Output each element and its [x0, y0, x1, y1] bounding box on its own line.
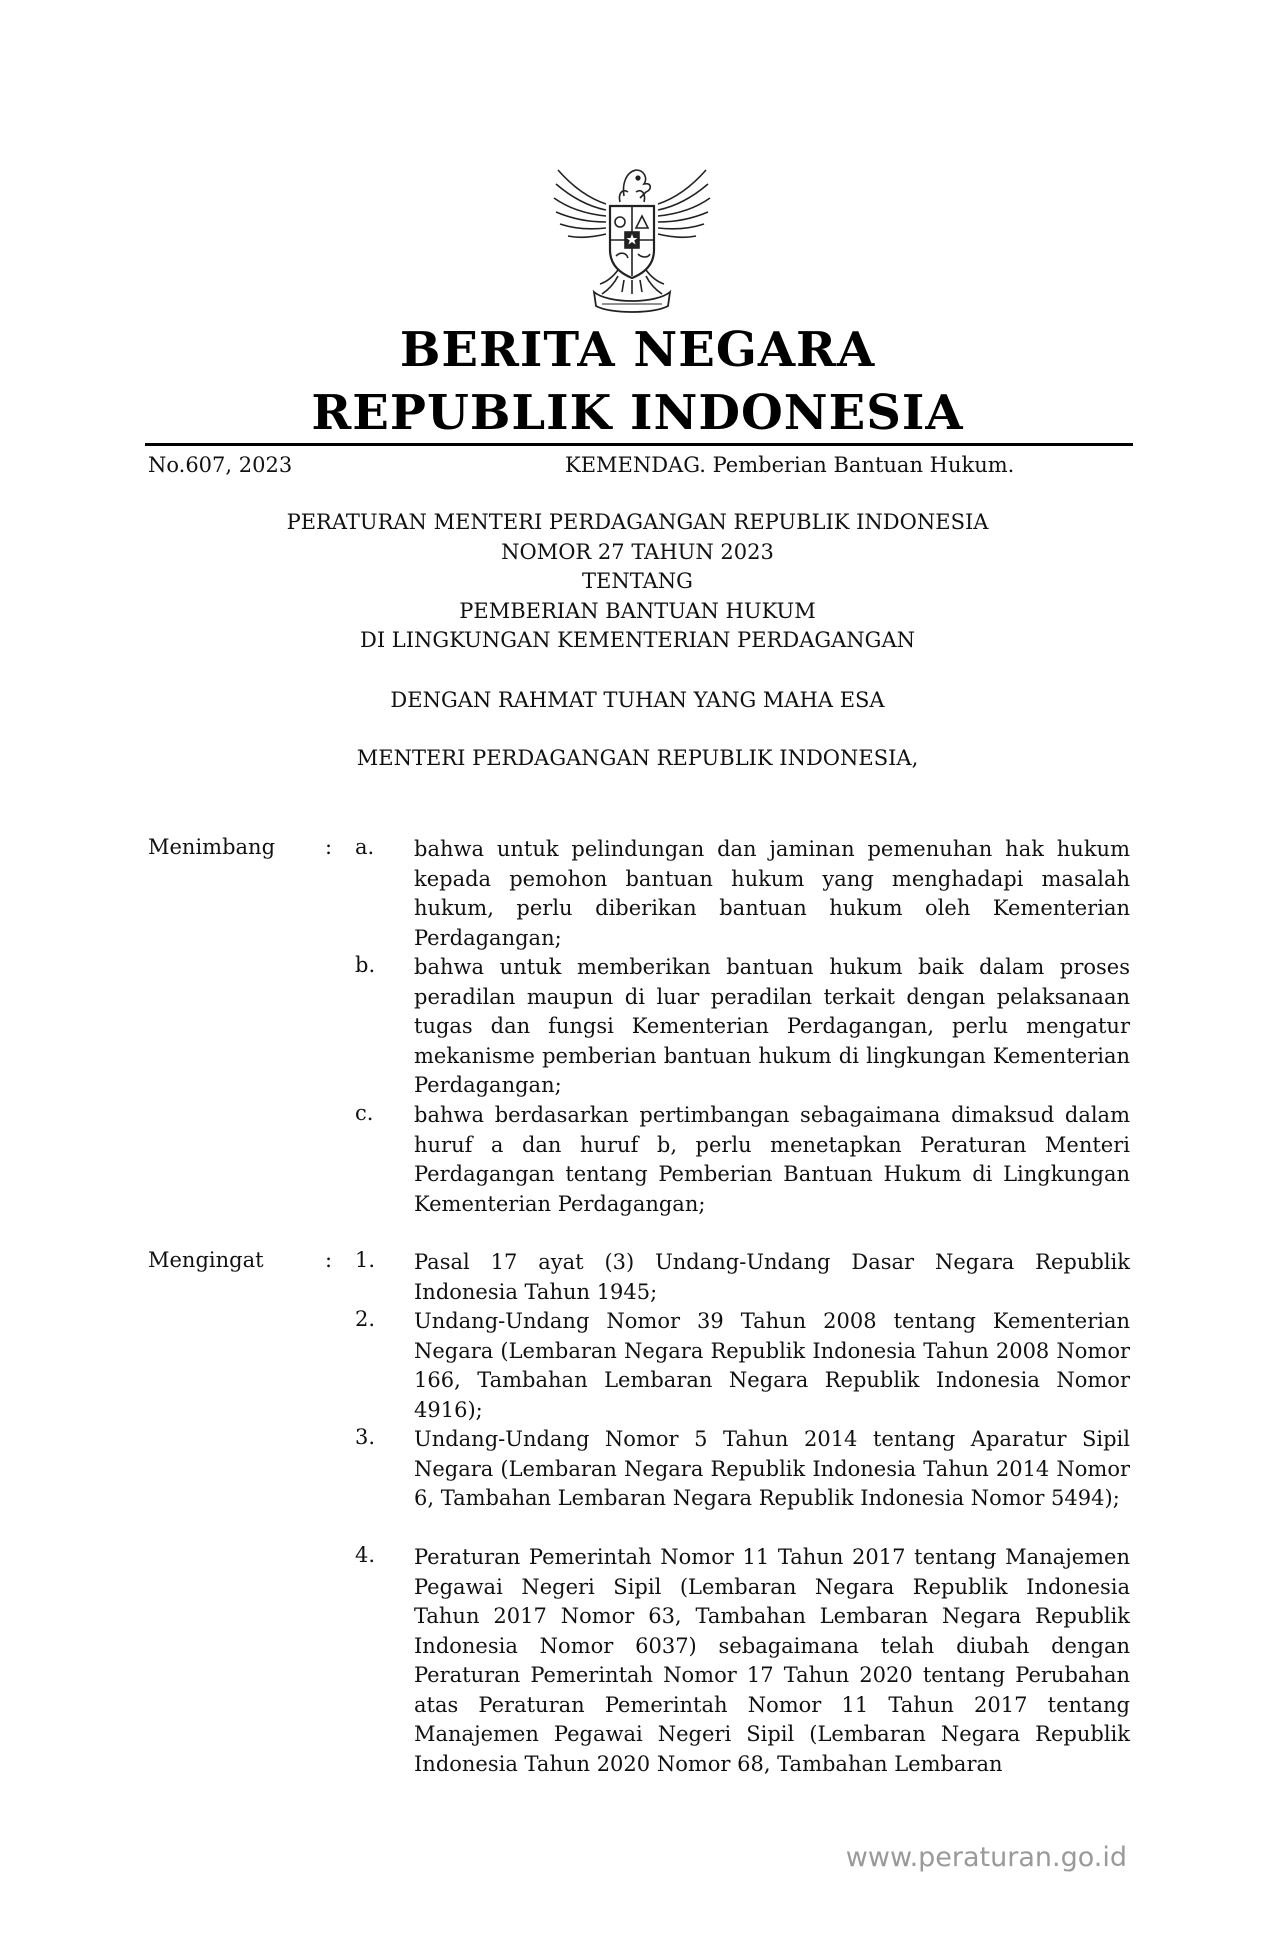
mengingat-marker-3: 3. — [355, 1425, 376, 1449]
menimbang-marker-b: b. — [355, 953, 376, 977]
garuda-emblem-icon — [548, 158, 716, 318]
menimbang-item-a: bahwa untuk pelindungan dan jaminan pemenuhan hak hukum kepada pemohon bantuan hukum yang menghadapi masalah hukum, perlu diberikan bantuan hukum oleh Kementerian Perdagangan; — [414, 837, 1130, 950]
menimbang-item-c: bahwa berdasarkan pertimbangan sebagaimana dimaksud dalam huruf a dan huruf b, perlu menetapkan Peraturan Menteri Perdagangan tentang Pemberian Bantuan Hukum di Lingkungan Kementerian Perdagangan; — [414, 1103, 1130, 1216]
regulation-line-2: NOMOR 27 TAHUN 2023 — [501, 539, 774, 564]
regulation-line-4: PEMBERIAN BANTUAN HUKUM — [459, 598, 816, 623]
mengingat-marker-1: 1. — [355, 1248, 376, 1272]
mengingat-item-2: Undang-Undang Nomor 39 Tahun 2008 tentang Kementerian Negara (Lembaran Negara Republik Indonesia Tahun 2008 Nomor 166, Tambahan Lembaran Negara Republik Indonesia Nomor 4916); — [414, 1309, 1130, 1422]
regulation-heading — [0, 508, 1275, 656]
mengingat-marker-2: 2. — [355, 1307, 376, 1331]
gazette-agency: KEMENDAG. Pemberian Bantuan Hukum. — [565, 453, 1015, 477]
gazette-title-line1: BERITA NEGARA — [399, 322, 876, 378]
mengingat-colon: : — [325, 1248, 333, 1272]
menimbang-marker-c: c. — [355, 1101, 374, 1125]
preamble-minister: MENTERI PERDAGANGAN REPUBLIK INDONESIA, — [356, 746, 919, 770]
mengingat-item-3: Undang-Undang Nomor 5 Tahun 2014 tentang Aparatur Sipil Negara (Lembaran Negara Republik Indonesia Tahun 2014 Nomor 6, Tambahan Lembaran Negara Republik Indonesia Nomor 5494); — [414, 1427, 1130, 1510]
mengingat-label: Mengingat — [148, 1248, 264, 1272]
header-divider — [145, 443, 1133, 446]
mengingat-item-4: Peraturan Pemerintah Nomor 11 Tahun 2017 tentang Manajemen Pegawai Negeri Sipil (Lembaran Negara Republik Indonesia Tahun 2017 Nomor 63, Tambahan Lembaran Negara Republik Indonesia Nomor 6037) sebagaimana telah diubah dengan Peraturan Pemerintah Nomor 17 Tahun 2020 tentang Perubahan atas Peraturan Pemerintah Nomor 11 Tahun 2017 tentang Manajemen Pegawai Negeri Sipil (Lembaran Negara Republik Indonesia Tahun 2020 Nomor 68, Tambahan Lembaran — [414, 1545, 1130, 1776]
mengingat-item-1: Pasal 17 ayat (3) Undang-Undang Dasar Negara Republik Indonesia Tahun 1945; — [414, 1250, 1130, 1304]
menimbang-colon: : — [325, 835, 333, 859]
regulation-line-3: TENTANG — [582, 569, 693, 593]
mengingat-marker-4: 4. — [355, 1543, 376, 1567]
preamble-grace: DENGAN RAHMAT TUHAN YANG MAHA ESA — [390, 688, 885, 712]
menimbang-item-b: bahwa untuk memberikan bantuan hukum baik dalam proses peradilan maupun di luar peradilan terkait dengan pelaksanaan tugas dan fungsi Kementerian Perdagangan, perlu mengatur mekanisme pemberian bantuan hukum di lingkungan Kementerian Perdagangan; — [414, 955, 1130, 1097]
regulation-line-5: DI LINGKUNGAN KEMENTERIAN PERDAGANGAN — [360, 628, 915, 652]
footer-url: www.peraturan.go.id — [845, 1842, 1127, 1873]
gazette-title-line2: REPUBLIK INDONESIA — [311, 385, 964, 441]
regulation-line-1: PERATURAN MENTERI PERDAGANGAN REPUBLIK INDONESIA — [286, 510, 989, 534]
menimbang-label: Menimbang — [148, 835, 276, 859]
menimbang-marker-a: a. — [355, 835, 375, 859]
gazette-number: No.607, 2023 — [148, 453, 293, 477]
